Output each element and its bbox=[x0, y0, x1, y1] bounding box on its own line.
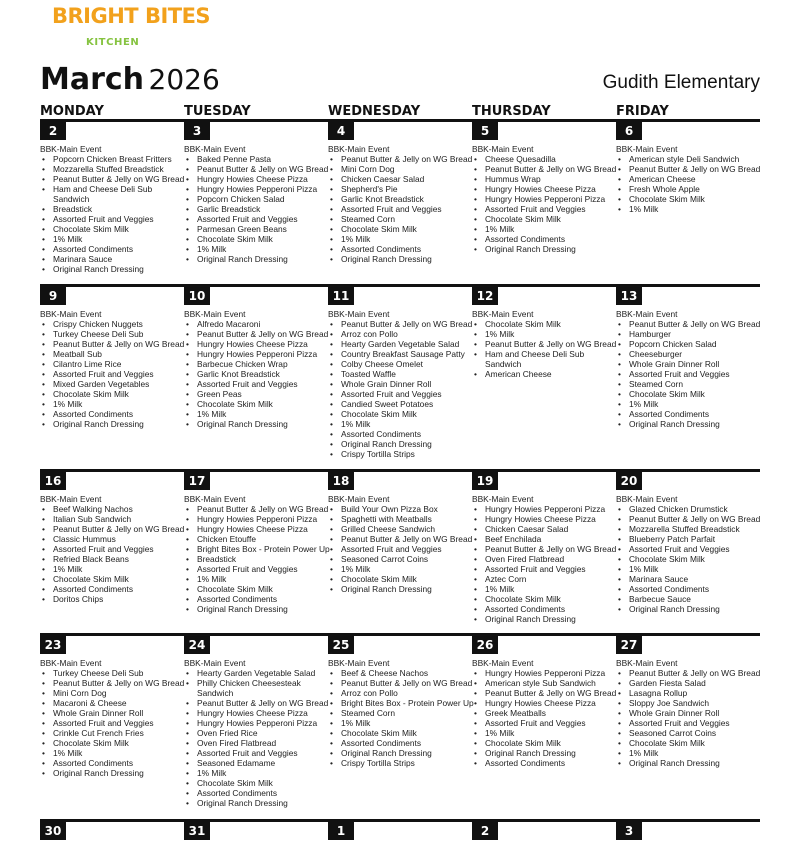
menu-item: • Ham and Cheese Deli Sub bbox=[472, 349, 616, 359]
menu-item: • Peanut Butter & Jelly on WG Bread bbox=[184, 164, 328, 174]
menu-item: • Hungry Howies Cheese Pizza bbox=[184, 524, 330, 534]
menu-item: • 1% Milk bbox=[184, 244, 328, 254]
week-divider bbox=[40, 119, 760, 122]
logo-wordmark: BRIGHT BITES bbox=[52, 4, 211, 28]
menu-item: • Peanut Butter & Jelly on WG Bread bbox=[184, 329, 328, 339]
menu-item: • Beef Walking Nachos bbox=[40, 504, 184, 514]
date-number: 23 bbox=[40, 636, 66, 654]
menu-item: • Doritos Chips bbox=[40, 594, 184, 604]
menu-item: • Fresh Whole Apple bbox=[616, 184, 760, 194]
menu-item: • 1% Milk bbox=[328, 718, 474, 728]
menu-item: • 1% Milk bbox=[40, 748, 184, 758]
date-number: 4 bbox=[328, 122, 354, 140]
menu-item: • Assorted Fruit and Veggies bbox=[328, 544, 472, 554]
menu-item: • Crispy Tortilla Strips bbox=[328, 449, 472, 459]
event-label: BBK-Main Event bbox=[184, 144, 246, 154]
date-number: 2 bbox=[40, 122, 66, 140]
menu-list bbox=[184, 668, 328, 808]
menu-item: • Chocolate Skim Milk bbox=[328, 409, 472, 419]
menu-item: • Assorted Condiments bbox=[616, 409, 760, 419]
menu-item: • Original Ranch Dressing bbox=[328, 439, 472, 449]
date-number: 11 bbox=[328, 287, 354, 305]
menu-item: • Peanut Butter & Jelly on WG Bread bbox=[328, 534, 472, 544]
menu-item: • Assorted Condiments bbox=[184, 788, 328, 798]
menu-item: • Whole Grain Dinner Roll bbox=[616, 708, 760, 718]
date-number: 6 bbox=[616, 122, 642, 140]
menu-item: • Philly Chicken Cheesesteak bbox=[184, 678, 328, 688]
menu-item: • Original Ranch Dressing bbox=[40, 768, 184, 778]
menu-list bbox=[184, 154, 328, 264]
menu-item: • 1% Milk bbox=[472, 329, 616, 339]
date-number: 17 bbox=[184, 472, 210, 490]
menu-item: • Assorted Condiments bbox=[40, 584, 184, 594]
menu-item: • Hungry Howies Cheese Pizza bbox=[472, 698, 616, 708]
menu-item: • Beef & Cheese Nachos bbox=[328, 668, 474, 678]
menu-item: • Chocolate Skim Milk bbox=[472, 319, 616, 329]
menu-list bbox=[472, 319, 616, 379]
menu-item: • Peanut Butter & Jelly on WG Bread bbox=[616, 514, 760, 524]
menu-item: • Assorted Fruit and Veggies bbox=[472, 204, 616, 214]
menu-item: • Green Peas bbox=[184, 389, 328, 399]
menu-item: • Assorted Fruit and Veggies bbox=[472, 564, 616, 574]
menu-item: • Beef Enchilada bbox=[472, 534, 616, 544]
date-number: 2 bbox=[472, 822, 498, 840]
menu-list bbox=[328, 319, 472, 459]
menu-item: • Assorted Fruit and Veggies bbox=[40, 369, 184, 379]
menu-item: • Assorted Fruit and Veggies bbox=[40, 214, 184, 224]
menu-item: • Steamed Corn bbox=[328, 214, 472, 224]
menu-item: • Aztec Corn bbox=[472, 574, 616, 584]
event-label: BBK-Main Event bbox=[40, 658, 102, 668]
menu-item: • Original Ranch Dressing bbox=[616, 604, 760, 614]
menu-list bbox=[328, 668, 474, 768]
menu-item: • Chocolate Skim Milk bbox=[40, 738, 184, 748]
menu-item: • Greek Meatballs bbox=[472, 708, 616, 718]
school-name: Gudith Elementary bbox=[602, 72, 760, 93]
menu-list bbox=[472, 504, 616, 624]
menu-item: • 1% Milk bbox=[616, 204, 760, 214]
menu-item: • Grilled Cheese Sandwich bbox=[328, 524, 472, 534]
menu-item: • Bright Bites Box - Protein Power Up bbox=[328, 698, 474, 708]
menu-item: • 1% Milk bbox=[40, 564, 184, 574]
menu-item: • 1% Milk bbox=[40, 399, 184, 409]
menu-list bbox=[616, 154, 760, 214]
menu-item: • Arroz con Pollo bbox=[328, 329, 472, 339]
date-number: 27 bbox=[616, 636, 642, 654]
menu-item: • Blueberry Patch Parfait bbox=[616, 534, 760, 544]
menu-item: • Assorted Fruit and Veggies bbox=[328, 204, 472, 214]
menu-list bbox=[616, 668, 760, 768]
menu-item: • Alfredo Macaroni bbox=[184, 319, 328, 329]
menu-item: Sandwich bbox=[53, 194, 90, 204]
menu-item: • Chocolate Skim Milk bbox=[328, 574, 472, 584]
menu-item: • Cilantro Lime Rice bbox=[40, 359, 184, 369]
menu-item: • Baked Penne Pasta bbox=[184, 154, 328, 164]
menu-item: • Assorted Fruit and Veggies bbox=[472, 718, 616, 728]
menu-item: • Hungry Howies Pepperoni Pizza bbox=[184, 718, 328, 728]
title-month: March bbox=[40, 62, 145, 97]
menu-item: • Original Ranch Dressing bbox=[472, 614, 616, 624]
menu-item: • Peanut Butter & Jelly on WG Bread bbox=[472, 164, 616, 174]
menu-list bbox=[40, 154, 184, 274]
menu-item: • Assorted Fruit and Veggies bbox=[184, 564, 330, 574]
menu-item: • Hungry Howies Pepperoni Pizza bbox=[184, 184, 328, 194]
day-header-wednesday: WEDNESDAY bbox=[328, 104, 421, 119]
menu-item: • 1% Milk bbox=[616, 748, 760, 758]
menu-item: • Crinkle Cut French Fries bbox=[40, 728, 184, 738]
menu-item: • Hummus Wrap bbox=[472, 174, 616, 184]
event-label: BBK-Main Event bbox=[328, 658, 390, 668]
menu-item: • Original Ranch Dressing bbox=[616, 419, 760, 429]
menu-item: • Hungry Howies Pepperoni Pizza bbox=[184, 514, 330, 524]
menu-item: • Assorted Fruit and Veggies bbox=[184, 214, 328, 224]
menu-item: • Glazed Chicken Drumstick bbox=[616, 504, 760, 514]
menu-item: • Seasoned Edamame bbox=[184, 758, 328, 768]
menu-item: • Hamburger bbox=[616, 329, 760, 339]
menu-item: • Peanut Butter & Jelly on WG Bread bbox=[616, 319, 760, 329]
menu-item: • Mini Corn Dog bbox=[328, 164, 472, 174]
event-label: BBK-Main Event bbox=[184, 494, 246, 504]
menu-item: • 1% Milk bbox=[616, 564, 760, 574]
day-header-tuesday: TUESDAY bbox=[184, 104, 251, 119]
menu-item: • Chocolate Skim Milk bbox=[184, 584, 330, 594]
event-label: BBK-Main Event bbox=[328, 144, 390, 154]
menu-item: • Barbecue Sauce bbox=[616, 594, 760, 604]
menu-list bbox=[40, 319, 184, 429]
menu-item: • Assorted Fruit and Veggies bbox=[40, 544, 184, 554]
menu-list bbox=[40, 668, 184, 778]
menu-item: • Sloppy Joe Sandwich bbox=[616, 698, 760, 708]
menu-item: • Hungry Howies Cheese Pizza bbox=[472, 514, 616, 524]
menu-item: • Crispy Tortilla Strips bbox=[328, 758, 474, 768]
date-number: 9 bbox=[40, 287, 66, 305]
menu-item: • Meatball Sub bbox=[40, 349, 184, 359]
menu-item: • 1% Milk bbox=[184, 574, 330, 584]
menu-item: • Peanut Butter & Jelly on WG Bread bbox=[616, 668, 760, 678]
menu-list bbox=[328, 154, 472, 264]
menu-item: • Assorted Condiments bbox=[328, 244, 472, 254]
menu-item: • Assorted Condiments bbox=[40, 758, 184, 768]
menu-item: • Garlic Knot Breadstick bbox=[184, 369, 328, 379]
date-number: 13 bbox=[616, 287, 642, 305]
menu-item: • Ham and Cheese Deli Sub bbox=[40, 184, 184, 194]
menu-item: • Steamed Corn bbox=[616, 379, 760, 389]
menu-item: • Chocolate Skim Milk bbox=[40, 224, 184, 234]
menu-item: • Steamed Corn bbox=[328, 708, 474, 718]
menu-item: • Chocolate Skim Milk bbox=[472, 738, 616, 748]
menu-item: • Popcorn Chicken Salad bbox=[184, 194, 328, 204]
menu-item: • Garlic Knot Breadstick bbox=[328, 194, 472, 204]
event-label: BBK-Main Event bbox=[40, 494, 102, 504]
menu-item: • Peanut Butter & Jelly on WG Bread bbox=[40, 339, 184, 349]
menu-item: • Chicken Caesar Salad bbox=[472, 524, 616, 534]
menu-item: • Crispy Chicken Nuggets bbox=[40, 319, 184, 329]
menu-item: • Assorted Condiments bbox=[184, 594, 330, 604]
menu-item: • Assorted Condiments bbox=[40, 409, 184, 419]
menu-item: • Assorted Fruit and Veggies bbox=[184, 748, 328, 758]
menu-item: • Assorted Fruit and Veggies bbox=[40, 718, 184, 728]
date-number: 5 bbox=[472, 122, 498, 140]
menu-item: • Original Ranch Dressing bbox=[40, 264, 184, 274]
menu-item: • Peanut Butter & Jelly on WG Bread bbox=[616, 164, 760, 174]
logo bbox=[52, 4, 211, 50]
week-divider bbox=[40, 284, 760, 287]
menu-item: Sandwich bbox=[485, 359, 522, 369]
menu-list bbox=[184, 319, 328, 429]
menu-item: • Hungry Howies Cheese Pizza bbox=[184, 339, 328, 349]
menu-item: • Refried Black Beans bbox=[40, 554, 184, 564]
date-number: 20 bbox=[616, 472, 642, 490]
menu-item: • Garden Fiesta Salad bbox=[616, 678, 760, 688]
menu-item: • Peanut Butter & Jelly on WG Bread bbox=[40, 678, 184, 688]
date-number: 30 bbox=[40, 822, 66, 840]
event-label: BBK-Main Event bbox=[328, 309, 390, 319]
menu-item: • Hungry Howies Pepperoni Pizza bbox=[184, 349, 328, 359]
event-label: BBK-Main Event bbox=[40, 144, 102, 154]
menu-item: • 1% Milk bbox=[184, 768, 328, 778]
menu-item: • Original Ranch Dressing bbox=[40, 419, 184, 429]
menu-item: • Mozzarella Stuffed Breadstick bbox=[40, 164, 184, 174]
event-label: BBK-Main Event bbox=[472, 309, 534, 319]
menu-item: • Original Ranch Dressing bbox=[328, 584, 472, 594]
menu-item: • 1% Milk bbox=[472, 224, 616, 234]
menu-list bbox=[184, 504, 330, 614]
date-number: 1 bbox=[328, 822, 354, 840]
menu-item: • Hungry Howies Cheese Pizza bbox=[184, 708, 328, 718]
day-header-friday: FRIDAY bbox=[616, 104, 669, 119]
logo-subtitle: KITCHEN bbox=[86, 37, 140, 48]
menu-item: • Original Ranch Dressing bbox=[184, 798, 328, 808]
menu-item: • Spaghetti with Meatballs bbox=[328, 514, 472, 524]
menu-item: • Colby Cheese Omelet bbox=[328, 359, 472, 369]
menu-item: • Whole Grain Dinner Roll bbox=[40, 708, 184, 718]
menu-item: • Candied Sweet Potatoes bbox=[328, 399, 472, 409]
menu-item: • Assorted Fruit and Veggies bbox=[616, 718, 760, 728]
menu-item: Sandwich bbox=[197, 688, 234, 698]
menu-item: • Build Your Own Pizza Box bbox=[328, 504, 472, 514]
menu-item: • Assorted Condiments bbox=[472, 234, 616, 244]
menu-item: • Assorted Fruit and Veggies bbox=[616, 369, 760, 379]
menu-item: • Whole Grain Dinner Roll bbox=[328, 379, 472, 389]
event-label: BBK-Main Event bbox=[184, 309, 246, 319]
menu-item: • Arroz con Pollo bbox=[328, 688, 474, 698]
menu-item: • Peanut Butter & Jelly on WG Bread bbox=[184, 504, 330, 514]
menu-item: • Chocolate Skim Milk bbox=[616, 194, 760, 204]
menu-list bbox=[616, 504, 760, 614]
menu-item: • Original Ranch Dressing bbox=[616, 758, 760, 768]
week-divider bbox=[40, 819, 760, 822]
menu-item: • 1% Milk bbox=[472, 584, 616, 594]
date-number: 26 bbox=[472, 636, 498, 654]
menu-item: • Assorted Condiments bbox=[328, 429, 472, 439]
menu-item: • Chocolate Skim Milk bbox=[40, 574, 184, 584]
event-label: BBK-Main Event bbox=[40, 309, 102, 319]
menu-item: • Parmesan Green Beans bbox=[184, 224, 328, 234]
menu-item: • 1% Milk bbox=[328, 564, 472, 574]
menu-item: • Mozzarella Stuffed Breadstick bbox=[616, 524, 760, 534]
menu-item: • Country Breakfast Sausage Patty bbox=[328, 349, 472, 359]
menu-item: • Seasoned Carrot Coins bbox=[328, 554, 472, 564]
menu-item: • Seasoned Carrot Coins bbox=[616, 728, 760, 738]
menu-item: • Popcorn Chicken Salad bbox=[616, 339, 760, 349]
menu-item: • Chocolate Skim Milk bbox=[472, 214, 616, 224]
menu-item: • Original Ranch Dressing bbox=[184, 254, 328, 264]
date-number: 3 bbox=[616, 822, 642, 840]
menu-item: • Shepherd's Pie bbox=[328, 184, 472, 194]
menu-item: • Hungry Howies Cheese Pizza bbox=[472, 184, 616, 194]
menu-item: • Chocolate Skim Milk bbox=[616, 389, 760, 399]
day-header-thursday: THURSDAY bbox=[472, 104, 551, 119]
menu-item: • Original Ranch Dressing bbox=[328, 748, 474, 758]
menu-item: • Garlic Breadstick bbox=[184, 204, 328, 214]
menu-item: • Mini Corn Dog bbox=[40, 688, 184, 698]
event-label: BBK-Main Event bbox=[472, 494, 534, 504]
title-year: 2026 bbox=[148, 63, 220, 96]
menu-item: • Assorted Condiments bbox=[616, 584, 760, 594]
menu-item: • Peanut Butter & Jelly on WG Bread bbox=[472, 544, 616, 554]
menu-list bbox=[328, 504, 472, 594]
menu-item: • Chocolate Skim Milk bbox=[328, 224, 472, 234]
menu-item: • Assorted Condiments bbox=[328, 738, 474, 748]
menu-item: • Oven Fried Rice bbox=[184, 728, 328, 738]
menu-item: • Chocolate Skim Milk bbox=[40, 389, 184, 399]
menu-item: • Peanut Butter & Jelly on WG Bread bbox=[328, 678, 474, 688]
menu-item: • Peanut Butter & Jelly on WG Bread bbox=[472, 339, 616, 349]
menu-item: • Assorted Condiments bbox=[472, 758, 616, 768]
menu-item: • Chocolate Skim Milk bbox=[184, 234, 328, 244]
menu-item: • Original Ranch Dressing bbox=[184, 419, 328, 429]
menu-item: • Cheeseburger bbox=[616, 349, 760, 359]
day-header-monday: MONDAY bbox=[40, 104, 104, 119]
menu-item: • Whole Grain Dinner Roll bbox=[616, 359, 760, 369]
menu-item: • Peanut Butter & Jelly on WG Bread bbox=[40, 174, 184, 184]
menu-item: • Assorted Condiments bbox=[472, 604, 616, 614]
menu-item: • Oven Fired Flatbread bbox=[472, 554, 616, 564]
menu-item: • Oven Fired Flatbread bbox=[184, 738, 328, 748]
menu-list bbox=[40, 504, 184, 604]
date-number: 24 bbox=[184, 636, 210, 654]
menu-item: • American Cheese bbox=[616, 174, 760, 184]
menu-item: • Chocolate Skim Milk bbox=[616, 554, 760, 564]
menu-item: • Peanut Butter & Jelly on WG Bread bbox=[40, 524, 184, 534]
date-number: 25 bbox=[328, 636, 354, 654]
menu-item: • Hungry Howies Pepperoni Pizza bbox=[472, 194, 616, 204]
event-label: BBK-Main Event bbox=[616, 144, 678, 154]
event-label: BBK-Main Event bbox=[184, 658, 246, 668]
event-label: BBK-Main Event bbox=[472, 144, 534, 154]
menu-item: • Hungry Howies Cheese Pizza bbox=[184, 174, 328, 184]
menu-list bbox=[472, 668, 616, 768]
week-divider bbox=[40, 469, 760, 472]
menu-item: • Hungry Howies Pepperoni Pizza bbox=[472, 668, 616, 678]
menu-item: • Hearty Garden Vegetable Salad bbox=[184, 668, 328, 678]
menu-item: • 1% Milk bbox=[616, 399, 760, 409]
menu-item: • Chicken Etouffe bbox=[184, 534, 330, 544]
menu-item: • Peanut Butter & Jelly on WG Bread bbox=[328, 319, 472, 329]
date-number: 3 bbox=[184, 122, 210, 140]
event-label: BBK-Main Event bbox=[616, 494, 678, 504]
menu-item: • Breadstick bbox=[184, 554, 330, 564]
menu-item: • Original Ranch Dressing bbox=[472, 244, 616, 254]
menu-item: • Assorted Condiments bbox=[40, 244, 184, 254]
date-number: 10 bbox=[184, 287, 210, 305]
menu-item: • Chicken Caesar Salad bbox=[328, 174, 472, 184]
event-label: BBK-Main Event bbox=[328, 494, 390, 504]
menu-item: • 1% Milk bbox=[328, 234, 472, 244]
menu-item: • Assorted Fruit and Veggies bbox=[616, 544, 760, 554]
menu-item: • American style Sub Sandwich bbox=[472, 678, 616, 688]
menu-item: • Marinara Sauce bbox=[40, 254, 184, 264]
menu-item: • Hungry Howies Pepperoni Pizza bbox=[472, 504, 616, 514]
menu-item: • Chocolate Skim Milk bbox=[472, 594, 616, 604]
menu-list bbox=[616, 319, 760, 429]
date-number: 18 bbox=[328, 472, 354, 490]
menu-item: • Bright Bites Box - Protein Power Up bbox=[184, 544, 330, 554]
menu-item: • Mixed Garden Vegetables bbox=[40, 379, 184, 389]
menu-item: • 1% Milk bbox=[40, 234, 184, 244]
event-label: BBK-Main Event bbox=[616, 309, 678, 319]
menu-item: • Original Ranch Dressing bbox=[472, 748, 616, 758]
menu-item: • American Cheese bbox=[472, 369, 616, 379]
date-number: 16 bbox=[40, 472, 66, 490]
menu-item: • Chocolate Skim Milk bbox=[328, 728, 474, 738]
menu-item: • Chocolate Skim Milk bbox=[184, 399, 328, 409]
menu-item: • Chocolate Skim Milk bbox=[184, 778, 328, 788]
week-divider bbox=[40, 633, 760, 636]
event-label: BBK-Main Event bbox=[616, 658, 678, 668]
menu-item: • Popcorn Chicken Breast Fritters bbox=[40, 154, 184, 164]
menu-item: • 1% Milk bbox=[184, 409, 328, 419]
menu-item: • Turkey Cheese Deli Sub bbox=[40, 329, 184, 339]
menu-list bbox=[472, 154, 616, 254]
menu-item: • Lasagna Rollup bbox=[616, 688, 760, 698]
event-label: BBK-Main Event bbox=[472, 658, 534, 668]
menu-item: • Breadstick bbox=[40, 204, 184, 214]
menu-item: • Turkey Cheese Deli Sub bbox=[40, 668, 184, 678]
menu-item: • Peanut Butter & Jelly on WG Bread bbox=[184, 698, 328, 708]
menu-item: • Toasted Waffle bbox=[328, 369, 472, 379]
menu-item: • Cheese Quesadilla bbox=[472, 154, 616, 164]
menu-item: • Marinara Sauce bbox=[616, 574, 760, 584]
menu-item: • Macaroni & Cheese bbox=[40, 698, 184, 708]
page-title bbox=[40, 62, 220, 103]
menu-item: • Peanut Butter & Jelly on WG Bread bbox=[472, 688, 616, 698]
date-number: 31 bbox=[184, 822, 210, 840]
menu-item: • Assorted Fruit and Veggies bbox=[328, 389, 472, 399]
menu-item: • Barbecue Chicken Wrap bbox=[184, 359, 328, 369]
menu-item: • Original Ranch Dressing bbox=[184, 604, 330, 614]
menu-item: • 1% Milk bbox=[328, 419, 472, 429]
menu-item: • Chocolate Skim Milk bbox=[616, 738, 760, 748]
menu-item: • Classic Hummus bbox=[40, 534, 184, 544]
menu-item: • Hearty Garden Vegetable Salad bbox=[328, 339, 472, 349]
menu-item: • Assorted Fruit and Veggies bbox=[184, 379, 328, 389]
menu-item: • Peanut Butter & Jelly on WG Bread bbox=[328, 154, 472, 164]
date-number: 12 bbox=[472, 287, 498, 305]
menu-item: • American style Deli Sandwich bbox=[616, 154, 760, 164]
menu-item: • Italian Sub Sandwich bbox=[40, 514, 184, 524]
date-number: 19 bbox=[472, 472, 498, 490]
menu-item: • 1% Milk bbox=[472, 728, 616, 738]
menu-item: • Original Ranch Dressing bbox=[328, 254, 472, 264]
